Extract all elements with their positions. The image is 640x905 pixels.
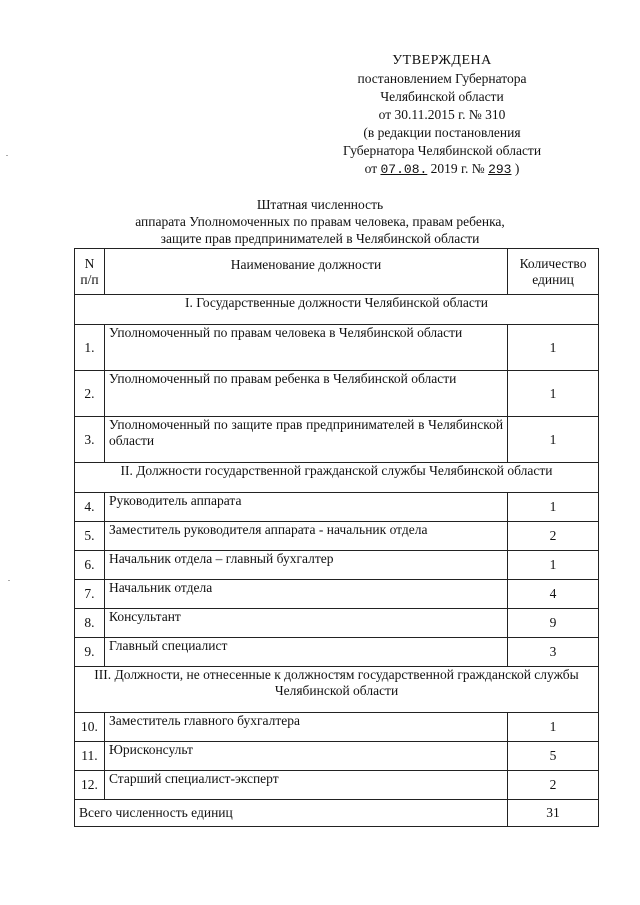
approval-block [322, 52, 562, 179]
position-name: Старший специалист-эксперт [104, 771, 507, 800]
row-number: 11. [75, 742, 105, 771]
date-year: 2019 г. № [430, 161, 485, 176]
document-heading [60, 196, 580, 247]
position-quantity: 1 [508, 713, 599, 742]
handwritten-date: 07.08. [380, 162, 428, 177]
header-num: N п/п [75, 249, 105, 295]
approval-line: Губернатора Челябинской области [342, 143, 542, 158]
table-body [75, 295, 599, 827]
row-number: 1. [75, 325, 105, 371]
heading-line: защите прав предпринимателей в Челябинской области [160, 231, 480, 246]
section-row [75, 667, 599, 713]
position-quantity: 3 [508, 638, 599, 667]
position-quantity: 1 [508, 417, 599, 463]
position-quantity: 1 [508, 325, 599, 371]
position-quantity: 1 [508, 551, 599, 580]
position-name: Заместитель руководителя аппарата - начальник отдела [104, 522, 507, 551]
table-row [75, 609, 599, 638]
total-row [75, 800, 599, 827]
section-row [75, 463, 599, 493]
table-row [75, 580, 599, 609]
position-name: Уполномоченный по защите прав предпринимателей в Челябинской области [104, 417, 507, 463]
position-quantity: 2 [508, 771, 599, 800]
total-label: Всего численность единиц [75, 800, 508, 827]
row-number: 10. [75, 713, 105, 742]
row-number: 9. [75, 638, 105, 667]
position-name: Главный специалист [104, 638, 507, 667]
position-quantity: 4 [508, 580, 599, 609]
handwritten-number: 293 [488, 162, 512, 177]
row-number: 5. [75, 522, 105, 551]
position-name: Руководитель аппарата [104, 493, 507, 522]
position-name: Юрисконсульт [104, 742, 507, 771]
position-quantity: 5 [508, 742, 599, 771]
table-row [75, 325, 599, 371]
header-name: Наименование должности [104, 249, 507, 295]
table-row [75, 771, 599, 800]
position-name: Уполномоченный по правам человека в Челябинской области [104, 325, 507, 371]
position-name: Заместитель главного бухгалтера [104, 713, 507, 742]
header-qty: Количество единиц [508, 249, 599, 295]
approval-date-line [322, 160, 562, 179]
position-quantity: 1 [508, 371, 599, 417]
row-number: 4. [75, 493, 105, 522]
approval-line: от 30.11.2015 г. № 310 [378, 107, 506, 122]
total-quantity: 31 [508, 800, 599, 827]
table-row [75, 493, 599, 522]
row-number: 6. [75, 551, 105, 580]
row-number: 12. [75, 771, 105, 800]
position-name: Начальник отдела – главный бухгалтер [104, 551, 507, 580]
table-row [75, 551, 599, 580]
date-prefix: от [364, 161, 378, 176]
approval-line: Челябинской области [380, 89, 504, 104]
heading-line: аппарата Уполномоченных по правам человека, правам ребенка, [135, 214, 505, 229]
approval-line: постановлением Губернатора [357, 71, 527, 86]
position-quantity: 2 [508, 522, 599, 551]
position-name: Начальник отдела [104, 580, 507, 609]
scan-speck [8, 580, 10, 581]
position-name: Консультант [104, 609, 507, 638]
row-number: 7. [75, 580, 105, 609]
scan-speck [6, 155, 8, 156]
section-title: I. Государственные должности Челябинской области [75, 295, 599, 325]
table-row [75, 522, 599, 551]
table-row [75, 713, 599, 742]
row-number: 8. [75, 609, 105, 638]
position-quantity: 9 [508, 609, 599, 638]
section-row [75, 295, 599, 325]
approval-line: (в редакции постановления [363, 125, 521, 140]
row-number: 2. [75, 371, 105, 417]
section-title: II. Должности государственной гражданской службы Челябинской области [75, 463, 599, 493]
table-row [75, 742, 599, 771]
staff-table [74, 248, 599, 827]
position-quantity: 1 [508, 493, 599, 522]
heading-line: Штатная численность [256, 197, 384, 212]
close-paren: ) [514, 161, 520, 176]
table-row [75, 638, 599, 667]
position-name: Уполномоченный по правам ребенка в Челябинской области [104, 371, 507, 417]
table-header-row [75, 249, 599, 295]
table-row [75, 371, 599, 417]
table-row [75, 417, 599, 463]
row-number: 3. [75, 417, 105, 463]
section-title: III. Должности, не отнесенные к должностям государственной гражданской службы Челябинской области [75, 667, 599, 713]
approval-title: УТВЕРЖДЕНА [392, 53, 492, 68]
